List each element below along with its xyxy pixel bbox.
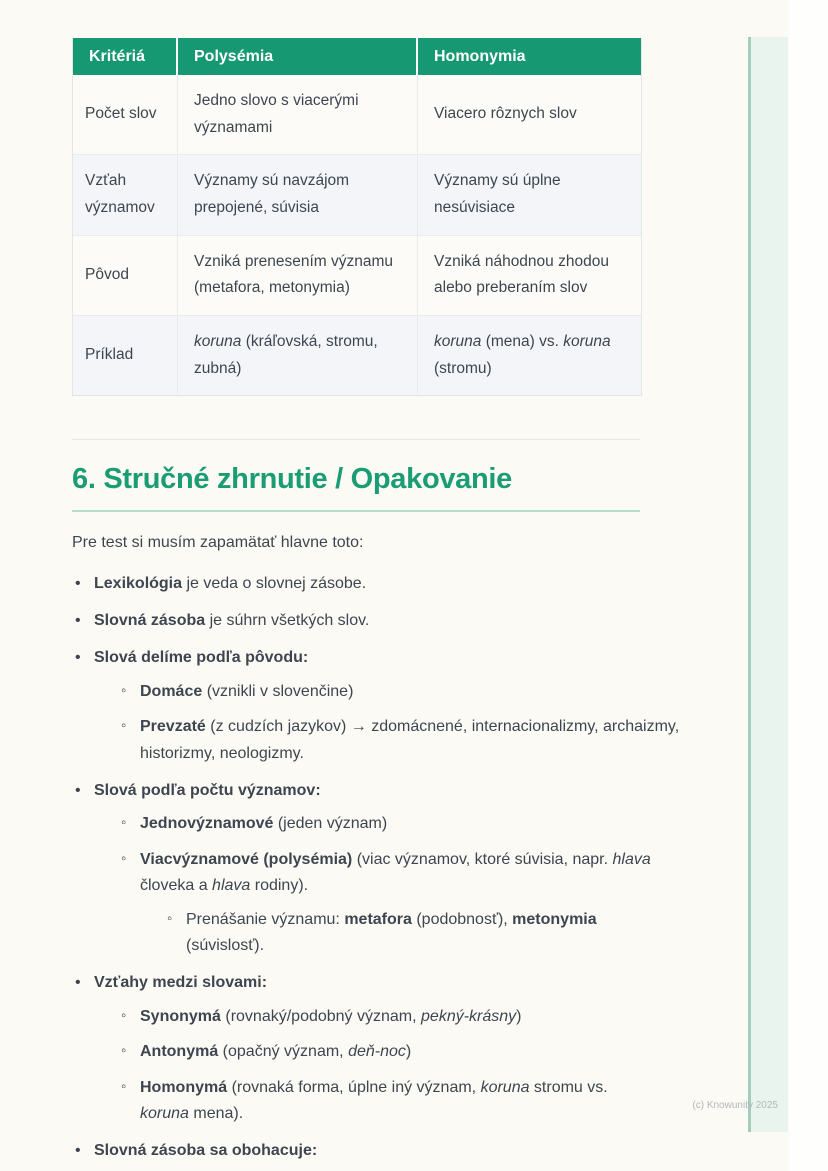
summary-list xyxy=(72,571,744,1165)
table-row xyxy=(73,155,641,235)
circle-bullet-icon: ◦ xyxy=(121,814,127,832)
table-body xyxy=(73,75,641,395)
bullet-icon: • xyxy=(75,974,81,992)
circle-bullet-icon: ◦ xyxy=(121,1077,127,1095)
bullet-icon: • xyxy=(75,781,81,799)
copyright-note: (c) Knowunity 2025 xyxy=(692,1100,778,1111)
summary-item xyxy=(118,679,700,705)
summary-item-text: Slovná zásoba sa obohacuje: xyxy=(94,1142,318,1160)
summary-item xyxy=(72,778,744,959)
circle-bullet-icon: ◦ xyxy=(121,1042,127,1060)
summary-item-text: Jednovýznamové (jeden význam) xyxy=(140,815,388,833)
summary-item-text: Vzťahy medzi slovami: xyxy=(94,974,268,992)
intro-paragraph: Pre test si musím zapamätať hlavne toto: xyxy=(72,534,364,552)
circle-bullet-icon: ◦ xyxy=(121,717,127,735)
comparison-table xyxy=(72,38,642,396)
table-cell-value: Významy sú úplne nesúvisiace xyxy=(418,155,641,235)
table-row xyxy=(73,316,641,395)
table-cell-value: Významy sú navzájom prepojené, súvisia xyxy=(178,155,418,235)
table-cell-criterion: Vzťah významov xyxy=(73,155,178,235)
summary-item-text: Antonymá (opačný význam, deň-noc) xyxy=(140,1043,412,1061)
summary-item xyxy=(118,1004,700,1030)
summary-sublist xyxy=(72,571,744,1165)
table-cell-value: Viacero rôznych slov xyxy=(418,75,641,155)
circle-bullet-icon: ◦ xyxy=(121,681,127,699)
section-divider xyxy=(72,439,640,440)
heading-underline xyxy=(72,510,640,512)
summary-item xyxy=(72,571,744,597)
page-right-margin xyxy=(789,0,828,1171)
table-cell-value: koruna (mena) vs. koruna (stromu) xyxy=(418,316,641,395)
summary-item xyxy=(164,907,656,960)
summary-item-text: Homonymá (rovnaká forma, úplne iný význam, koruna stromu vs. koruna mena). xyxy=(140,1078,608,1122)
summary-item xyxy=(118,811,700,837)
table-row xyxy=(73,236,641,316)
summary-item xyxy=(118,847,700,960)
summary-item-text: Lexikológia je veda o slovnej zásobe. xyxy=(94,574,367,592)
summary-item xyxy=(118,714,700,767)
summary-item-text: Synonymá (rovnaký/podobný význam, pekný-krásny) xyxy=(140,1007,522,1025)
summary-item xyxy=(72,608,744,634)
table-cell-value: Vzniká prenesením významu (metafora, metonymia) xyxy=(178,236,418,316)
bullet-icon: • xyxy=(75,1142,81,1160)
bullet-icon: • xyxy=(75,649,81,667)
summary-sublist xyxy=(164,907,700,960)
table-cell-value: Jedno slovo s viacerými významami xyxy=(178,75,418,155)
summary-item-text: Slovná zásoba je súhrn všetkých slov. xyxy=(94,612,370,630)
summary-sublist xyxy=(118,811,744,959)
section-heading: 6. Stručné zhrnutie / Opakovanie xyxy=(72,463,513,496)
summary-item-text: Prevzaté (z cudzích jazykov) → zdomácnené, internacionalizmy, archaizmy, historizmy, neologizmy. xyxy=(140,718,680,762)
summary-item xyxy=(118,1075,700,1128)
summary-item-text: Domáce (vznikli v slovenčine) xyxy=(140,682,354,700)
summary-sublist xyxy=(118,1004,744,1128)
content-area xyxy=(72,38,744,1165)
bullet-icon: • xyxy=(75,612,81,630)
summary-item xyxy=(72,1138,744,1164)
table-cell-criterion: Príklad xyxy=(73,316,178,395)
table-header-homonymia: Homonymia xyxy=(418,38,641,75)
table-row xyxy=(73,75,641,155)
summary-item-text: Viacvýznamové (polysémia) (viac významov, ktoré súvisia, napr. hlava človeka a hlava rodiny). xyxy=(140,850,651,895)
table-cell-value: koruna (kráľovská, stromu, zubná) xyxy=(178,316,418,395)
summary-item-text: Slová delíme podľa pôvodu: xyxy=(94,649,309,667)
summary-item-text: Prenášanie významu: metafora (podobnosť), metonymia (súvislosť). xyxy=(186,910,597,954)
circle-bullet-icon: ◦ xyxy=(167,909,173,927)
circle-bullet-icon: ◦ xyxy=(121,849,127,867)
summary-item xyxy=(72,645,744,767)
circle-bullet-icon: ◦ xyxy=(121,1006,127,1024)
summary-sublist xyxy=(118,679,744,767)
summary-item-text: Slová podľa počtu významov: xyxy=(94,781,321,799)
table-header-criteria: Kritériá xyxy=(73,38,178,75)
table-header-polysemia: Polysémia xyxy=(178,38,418,75)
bullet-icon: • xyxy=(75,574,81,592)
page-edge-stripe xyxy=(748,37,788,1132)
summary-item xyxy=(72,970,744,1127)
summary-item xyxy=(118,1039,700,1065)
table-cell-value: Vzniká náhodnou zhodou alebo preberaním slov xyxy=(418,236,641,316)
table-header-row xyxy=(73,38,641,75)
table-cell-criterion: Počet slov xyxy=(73,75,178,155)
table-cell-criterion: Pôvod xyxy=(73,236,178,316)
